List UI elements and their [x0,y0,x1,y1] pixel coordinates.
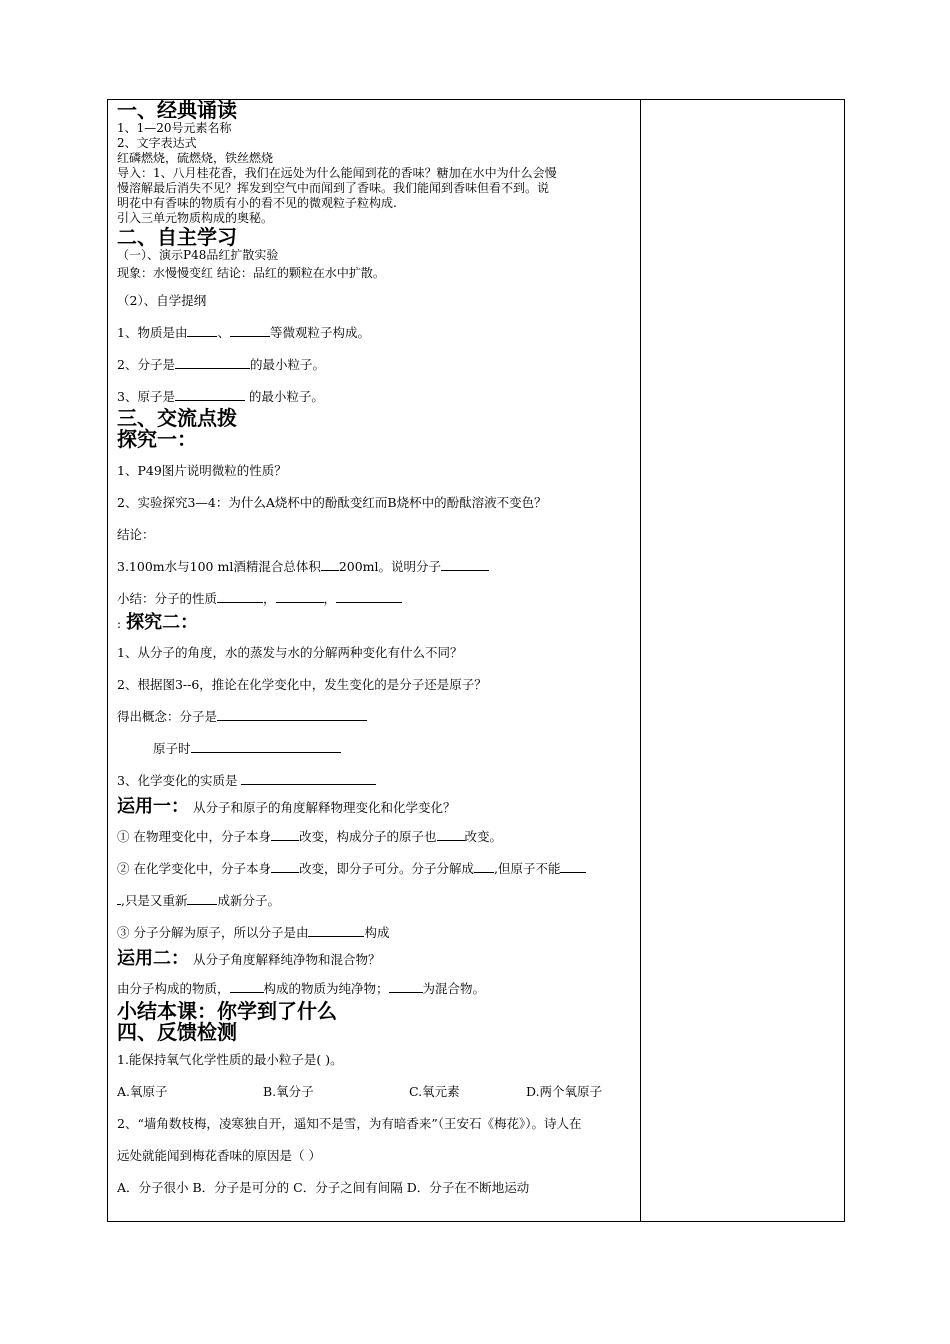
answer-blank [230,324,270,337]
explore-two-line [117,612,637,634]
question-line [117,980,637,998]
question-text: 改变，构成分子的原子也 [298,829,437,844]
question-text: 3.100m水与100 ml酒精混合总体积 [117,559,321,574]
question-line [117,558,637,576]
answer-blank [321,558,339,571]
question-line: 2、根据图3--6，推论在化学变化中，发生变化的是分子还是原子？ [117,677,487,692]
question-line: 1.能保持氧气化学性质的最小粒子是( )。 [117,1052,343,1067]
answer-blank [175,388,245,401]
question-text: 由分子构成的物质， [117,981,230,996]
question-line [117,860,637,878]
question-line [117,356,637,374]
question-text: 等微观粒子构成。 [269,325,370,340]
option-d: D.两个氧原子 [526,1084,603,1099]
text-line: 2、文字表达式 [117,136,197,150]
text-line: 结论： [117,527,155,542]
answer-options: A．分子很小 B．分子是可分的 C．分子之间有间隔 D．分子在不断地运动 [117,1180,530,1195]
answer-blank [276,590,324,603]
question-text: 改变。 [464,829,503,844]
option-a: A.氧原子 [117,1084,168,1099]
question-text: 2、分子是 [117,357,175,372]
answer-blank [560,860,586,873]
option-c: C.氧元素 [409,1084,460,1099]
question-text: 的最小粒子。 [244,389,324,404]
question-line [117,892,637,910]
left-column-content [117,100,637,1197]
answer-blank [308,924,364,937]
question-line [117,772,637,790]
text-line: 1、1—20号元素名称 [117,121,232,135]
answer-blank [187,324,217,337]
explore-two-heading: 探究二： [126,612,199,633]
question-text: 改变，即分子可分。分子分解成 [298,861,474,876]
answer-blank [441,558,489,571]
answer-blank [230,980,264,993]
answer-blank [217,708,367,721]
intro-line: 慢溶解最后消失不见？挥发到空气中而闻到了香味。我们能闻到香味但看不到。说 [117,181,550,195]
answer-blank [474,860,494,873]
question-text: 成新分子。 [217,893,280,908]
apply-two-question: 从分子角度解释纯净物和混合物？ [189,952,381,967]
option-b: B.氧分子 [263,1084,314,1099]
question-text: ， [263,591,276,606]
apply-one-question: 从分子和原子的角度解释物理变化和化学变化？ [189,800,456,815]
lesson-summary-heading: 小结本课：你学到了什么 [117,999,337,1023]
intro-line: 明花中有香味的物质有小的看不见的微观粒子粒构成. [117,196,397,210]
question-text: ② 在化学变化中，分子本身 [117,861,271,876]
question-line: 远处就能闻到梅花香味的原因是（ ） [117,1148,321,1163]
text-line: （2）、自学提纲 [117,293,207,308]
answer-options [117,1083,637,1101]
question-text: 得出概念：分子是 [117,709,218,724]
explore-one-heading: 探究一： [117,427,197,451]
question-text: ① 在物理变化中，分子本身 [117,829,271,844]
question-text: 200ml。说明分子 [338,559,442,574]
question-text: 为混合物。 [422,981,486,996]
answer-blank [191,740,341,753]
question-text: 构成的物质为纯净物； [263,981,389,996]
apply-one-line [117,796,637,818]
text-line: 现象：水慢慢变红 结论：品红的颗粒在水中扩散。 [117,266,385,280]
question-line [117,590,637,608]
question-text: 1、物质是由 [117,325,188,340]
apply-one-heading: 运用一： [117,796,189,817]
apply-two-line [117,948,637,970]
answer-blank [336,590,402,603]
section-heading-self-study: 二、自主学习 [117,225,237,249]
question-text: 的最小粒子。 [249,357,325,372]
answer-blank [437,828,465,841]
answer-blank [271,828,299,841]
question-line [117,388,637,406]
question-line: 1、P49图片说明微粒的性质？ [117,463,287,478]
question-text: 原子时 [153,741,191,756]
section-heading-reading: 一、经典诵读 [117,98,237,122]
question-text: 小结：分子的性质 [117,591,218,606]
answer-blank [241,772,376,785]
question-text: ③ 分子分解为原子，所以分子是由 [117,925,309,940]
column-divider [640,99,641,1222]
question-line: 2、实验探究3—4：为什么A烧杯中的酚酞变红而B烧杯中的酚酞溶液不变色？ [117,495,547,510]
question-line: 2、“墙角数枝梅，凌寒独自开，遥知不是雪，为有暗香来”（王安石《梅花》）。诗人在 [117,1116,582,1131]
question-text: ,只是又重新 [121,893,188,908]
intro-line: 引入三单元物质构成的奥秘。 [117,211,274,225]
answer-blank [271,860,299,873]
answer-blank [187,892,217,905]
section-heading-exchange: 三、交流点拨 [117,406,237,430]
text-line: （一）、演示P48品红扩散实验 [117,248,279,262]
question-line: 1、从分子的角度，水的蒸发与水的分解两种变化有什么不同？ [117,645,463,660]
answer-blank [217,590,263,603]
question-line [117,740,637,758]
question-text: 3、化学变化的实质是 [117,773,242,788]
question-line [117,924,637,942]
question-line [117,708,637,726]
question-text: ,但原子不能 [494,861,561,876]
question-line [117,324,637,342]
explore-two-prefix: : [117,617,122,631]
answer-blank [175,356,250,369]
question-text: 、 [217,325,230,340]
question-text: 3、原子是 [117,389,175,404]
section-heading-feedback: 四、反馈检测 [117,1020,237,1044]
apply-two-heading: 运用二： [117,948,189,969]
intro-line: 导入：1、八月桂花香，我们在远处为什么能闻到花的香味？糖加在水中为什么会慢 [117,166,557,180]
text-line: 红磷燃烧，硫燃烧，铁丝燃烧 [117,151,274,165]
question-text: 构成 [364,925,390,940]
answer-blank [389,980,423,993]
question-line [117,828,637,846]
question-text: ， [323,591,337,606]
